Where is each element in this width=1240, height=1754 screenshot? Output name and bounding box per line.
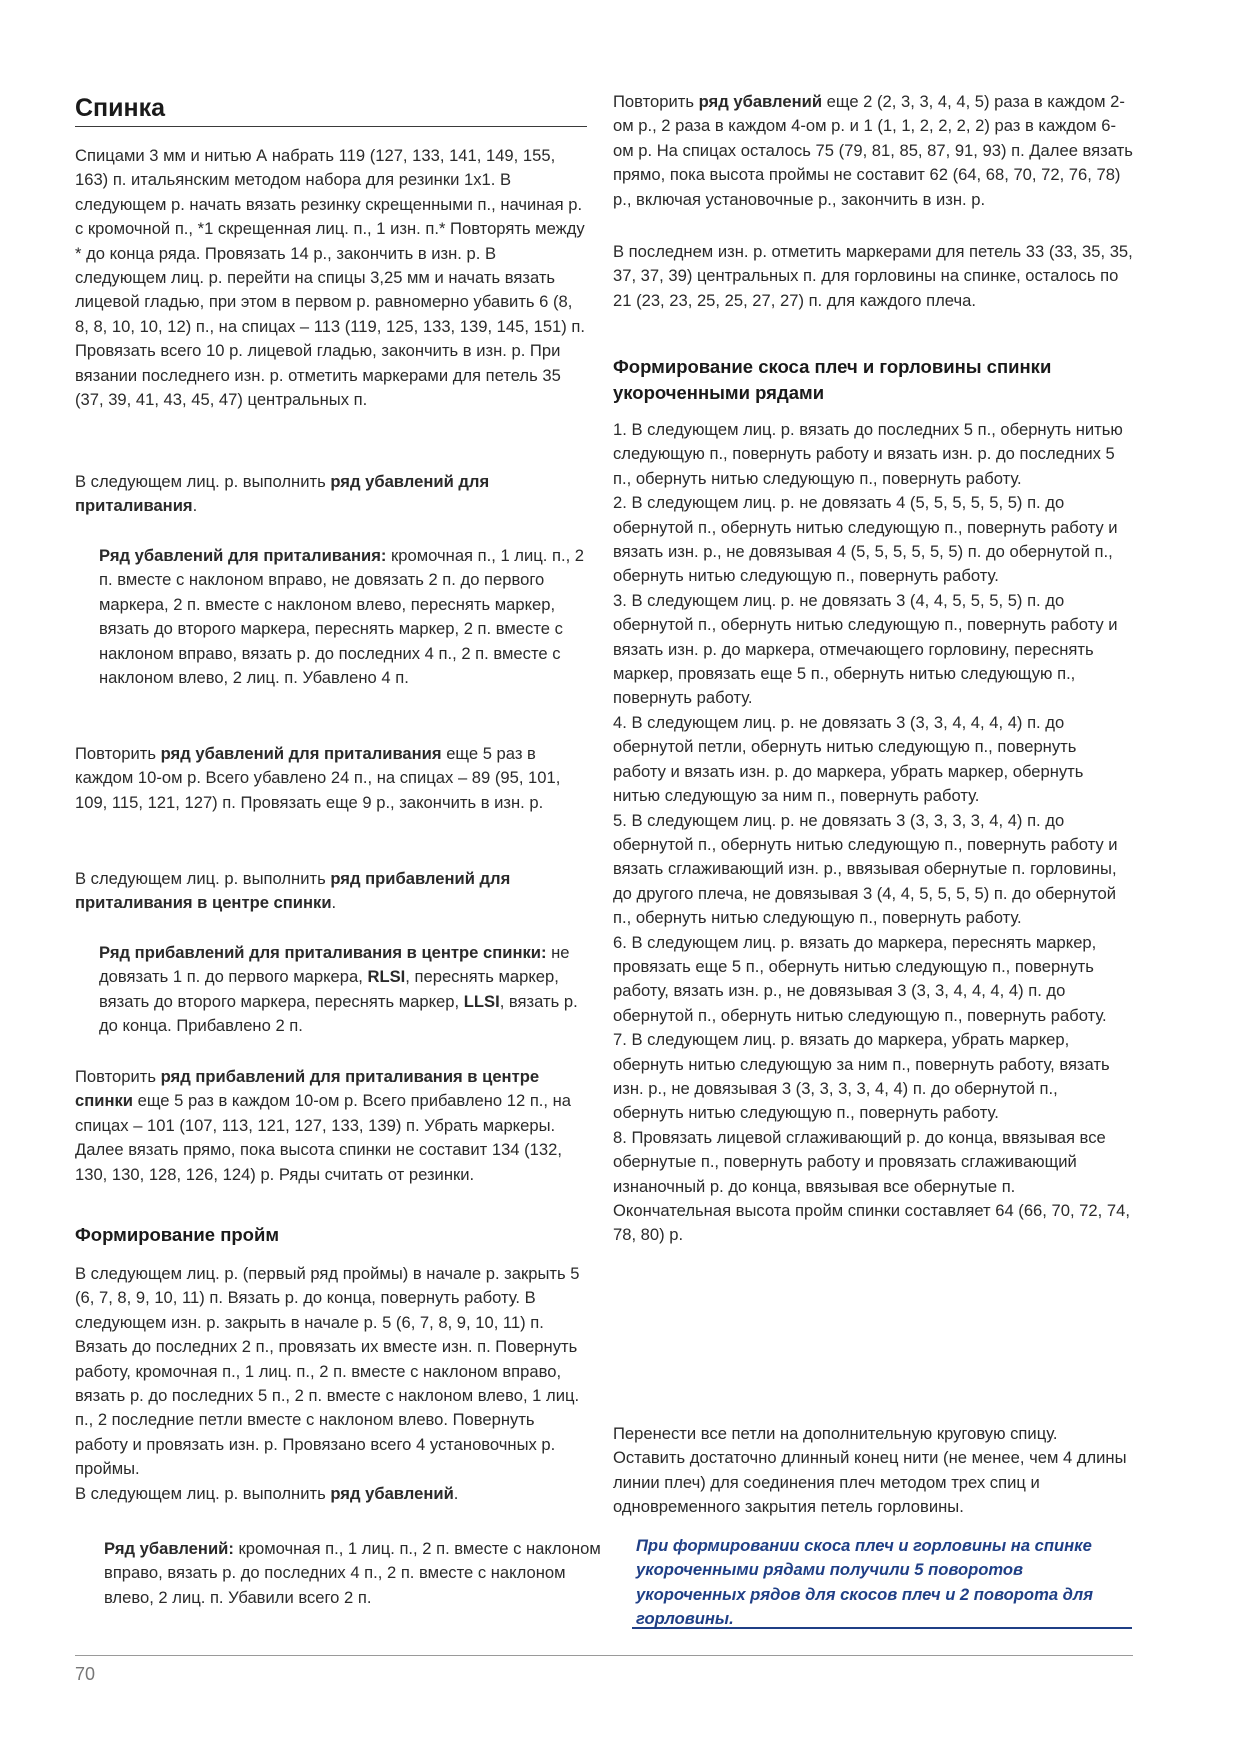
transfer-stitches-paragraph: Перенести все петли на дополнительную круговую спицу. Оставить достаточно длинный конец нити (не менее, чем 4 длины линии плеч) для соединения плеч методом трех спиц и одновременного закрытия петель горловины. bbox=[613, 1424, 1127, 1517]
section-title: Спинка bbox=[75, 94, 166, 122]
decrease-repeat-paragraph: Повторить ряд убавлений для приталивания еще 5 раз в каждом 10-ом р. Всего убавлено 24 п., на спицах – 89 (95, 101, 109, 115, 121, 127) п. Провязать еще 9 р., закончить в изн. р. bbox=[75, 744, 561, 812]
armhole-repeat-paragraph: Повторить ряд убавлений еще 2 (2, 3, 3, 4, 4, 5) раза в каждом 2-ом р., 2 раза в каждом 4-ом р. и 1 (1, 1, 2, 2, 2, 2) раз в каждом 6-ом р. На спицах осталось 75 (79, 81, 85, 87, 91, 93) п. Далее вязать прямо, пока высота проймы не составит 62 (64, 68, 70, 72, 76, 78) р., включая установочные р., закончить в изн. р. bbox=[613, 92, 1133, 209]
step-2: 2. В следующем лиц. р. не довязать 4 (5, 5, 5, 5, 5, 5) п. до обернутой п., обернуть нитью следующую п., повернуть работу и вязать изн. р., не довязывая 4 (5, 5, 5, 5, 5, 5) п. до обернутой п., обернуть нитью следующую п., повернуть работу. bbox=[613, 493, 1118, 586]
armhole-decrease-definition: Ряд убавлений: кромочная п., 1 лиц. п., 2 п. вместе с наклоном вправо, вязать р. до последних 4 п., 2 п. вместе с наклоном влево, 2 лиц. п. Убавили всего 2 п. bbox=[104, 1539, 601, 1607]
shoulder-shaping-subheading: Формирование скоса плеч и горловины спинки укороченными рядами bbox=[613, 356, 1052, 403]
note-callout: При формировании скоса плеч и горловины на спинке укороченными рядами получили 5 поворотов укороченных рядов для скосов плеч и 2 поворота для горловины. bbox=[636, 1536, 1094, 1629]
step-5: 5. В следующем лиц. р. не довязать 3 (3, 3, 3, 3, 4, 4) п. до обернутой п., обернуть нитью следующую п., повернуть работу и вязать сглаживающий изн. р., ввязывая обернутые п. горловины, до другого плеча, не довязывая 3 (4, 4, 5, 5, 5, 5) п. до обернутой п., обернуть нитью следующую п., повернуть работу. bbox=[613, 810, 1118, 928]
neck-marker-paragraph: В последнем изн. р. отметить маркерами для петель 33 (33, 35, 35, 37, 37, 39) центральных п. для горловины на спинке, осталось по 21 (23, 23, 25, 25, 27, 27) п. для каждого плеча. bbox=[613, 242, 1133, 310]
armhole-paragraph: В следующем лиц. р. (первый ряд проймы) в начале р. закрыть 5 (6, 7, 8, 9, 10, 11) п. Вязать р. до конца, повернуть работу. В следующем изн. р. закрыть в начале р. 5 (6, 7, 8, 9, 10, 11) п. Вязать до последних 2 п., провязать их вместе изн. п. Повернуть работу, кромочная п., 1 лиц. п., 2 п. вместе с наклоном вправо, вязать р. до последних 5 п., 2 п. вместе с наклоном влево, 1 лиц. п., 2 последние петли вместе с наклоном влево. Повернуть работу и провязать изн. р. Провязано всего 4 установочных р. проймы. bbox=[75, 1264, 580, 1479]
note-underline bbox=[632, 1627, 1132, 1629]
step-4: 4. В следующем лиц. р. не довязать 3 (3, 3, 4, 4, 4, 4) п. до обернутой петли, обернуть нитью следующую п., повернуть работу и вязать изн. р. до маркера, убрать маркер, обернуть нитью следующую за ним п., повернуть работу. bbox=[613, 712, 1084, 806]
footer-rule bbox=[75, 1655, 1133, 1656]
decrease-row-intro: В следующем лиц. р. выполнить ряд убавлений для приталивания. bbox=[75, 472, 490, 516]
step-3: 3. В следующем лиц. р. не довязать 3 (4, 4, 5, 5, 5, 5) п. до обернутой п., обернуть нитью следующую п., повернуть работу и вязать изн. р. до маркера, отмечающего горловину, переснять маркер, провязать еще 5 п., обернуть нитью следующую п., повернуть работу. bbox=[613, 590, 1118, 708]
cast-on-paragraph: Спицами 3 мм и нитью А набрать 119 (127, 133, 141, 149, 155, 163) п. итальянским методом набора для резинки 1x1. В следующем р. начать вязать резинку скрещенными п., начиная р. с кромочной п., *1 скрещенная лиц. п., 1 изн. п.* Повторять между * до конца ряда. Провязать 14 р., закончить в изн. р. В следующем лиц. р. перейти на спицы 3,25 мм и начать вязать лицевой гладью, при этом в первом р. равномерно убавить 6 (8, 8, 8, 10, 10, 12) п., на спицах – 113 (119, 125, 133, 139, 145, 151) п. Провязать всего 10 р. лицевой гладью, закончить в изн. р. При вязании последнего изн. р. отметить маркерами для петель 35 (37, 39, 41, 43, 45, 47) центральных п. bbox=[75, 146, 586, 410]
armhole-decrease-intro: В следующем лиц. р. выполнить ряд убавлений. bbox=[75, 1484, 459, 1503]
increase-row-intro: В следующем лиц. р. выполнить ряд прибавлений для приталивания в центре спинки. bbox=[75, 869, 511, 913]
increase-repeat-paragraph: Повторить ряд прибавлений для приталивания в центре спинки еще 5 раз в каждом 10-ом р. Всего прибавлено 12 п., на спицах – 101 (107, 113, 121, 127, 133, 139) п. Убрать маркеры. Далее вязать прямо, пока высота спинки не составит 134 (132, 130, 130, 128, 126, 124) р. Ряды считать от резинки. bbox=[75, 1067, 572, 1184]
step-1: 1. В следующем лиц. р. вязать до последних 5 п., обернуть нитью следующую п., повернуть работу и вязать изн. р. до последних 5 п., обернуть нитью следующую п., повернуть работу. bbox=[613, 420, 1123, 488]
step-7: 7. В следующем лиц. р. вязать до маркера, убрать маркер, обернуть нитью следующую за ним п., повернуть работу, вязать изн. р., не довязывая 3 (3, 3, 3, 3, 4, 4) п. до обернутой п., обернуть нитью следующую п., повернуть работу. bbox=[613, 1030, 1110, 1123]
step-6: 6. В следующем лиц. р. вязать до маркера, переснять маркер, провязать еще 5 п., обернуть нитью следующую п., повернуть работу, вязать изн. р., не довязывая 3 (3, 3, 4, 4, 4, 4) п. до обернутой п., обернуть нитью следующую п., повернуть работу. bbox=[613, 932, 1107, 1025]
final-height: Окончательная высота пройм спинки составляет 64 (66, 70, 72, 74, 78, 80) р. bbox=[613, 1201, 1130, 1245]
step-8: 8. Провязать лицевой сглаживающий р. до конца, ввязывая все обернутые п., повернуть работу и провязать сглаживающий изнаночный р. до конца, ввязывая все обернутые п. bbox=[613, 1127, 1106, 1196]
title-underline bbox=[75, 126, 587, 127]
armhole-subheading: Формирование пройм bbox=[75, 1224, 280, 1245]
decrease-row-definition: Ряд убавлений для приталивания: кромочная п., 1 лиц. п., 2 п. вместе с наклоном вправо, не довязать 2 п. до первого маркера, 2 п. вместе с наклоном влево, переснять маркер, вязать до второго маркера, переснять маркер, 2 п. вместе с наклоном вправо, вязать р. до последних 4 п., 2 п. вместе с наклоном влево, 2 лиц. п. Убавлено 4 п. bbox=[99, 546, 585, 688]
page-number: 70 bbox=[75, 1664, 96, 1684]
short-rows-steps bbox=[613, 418, 1133, 1248]
increase-row-definition: Ряд прибавлений для приталивания в центре спинки: не довязать 1 п. до первого маркера, RLSI, переснять маркер, вязать до второго маркера, переснять маркер, LLSI, вязать р. до конца. Прибавлено 2 п. bbox=[99, 943, 578, 1036]
